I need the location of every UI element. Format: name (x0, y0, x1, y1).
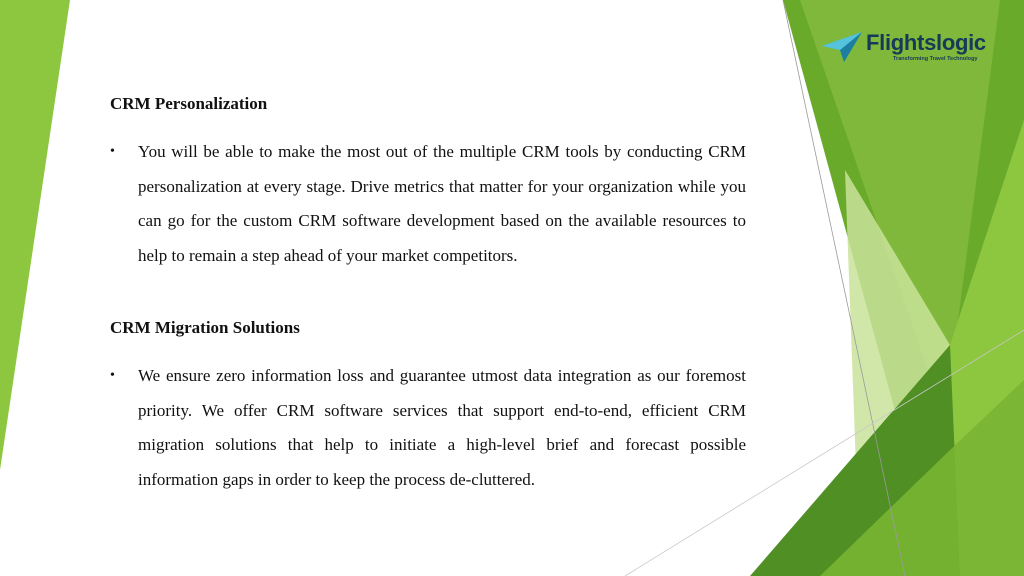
bullet-marker: • (110, 368, 115, 383)
paper-plane-icon (822, 32, 862, 62)
bullet-text: We ensure zero information loss and guarantee utmost data integration as our foremost priority. We offer CRM software services that support end-to-end, efficient CRM migration solutions that help to initiate a high-level brief and forecast possible information gaps in order to keep the process de-cluttered. (138, 366, 746, 489)
brand-tagline: Transforming Travel Technology (893, 56, 978, 62)
left-green-band (0, 0, 70, 470)
bullet-marker: • (110, 144, 115, 159)
brand-logo (822, 30, 986, 66)
section-heading-crm-personalization: CRM Personalization (110, 94, 268, 113)
brand-name: Flightslogic (866, 30, 986, 55)
bullet-text: You will be able to make the most out of the multiple CRM tools by conducting CRM personalization at every stage. Drive metrics that matter for your organization while you can go for the custom CRM software development based on the available resources to help to remain a step ahead of your market competitors. (138, 142, 746, 265)
section-heading-crm-migration: CRM Migration Solutions (110, 318, 300, 337)
